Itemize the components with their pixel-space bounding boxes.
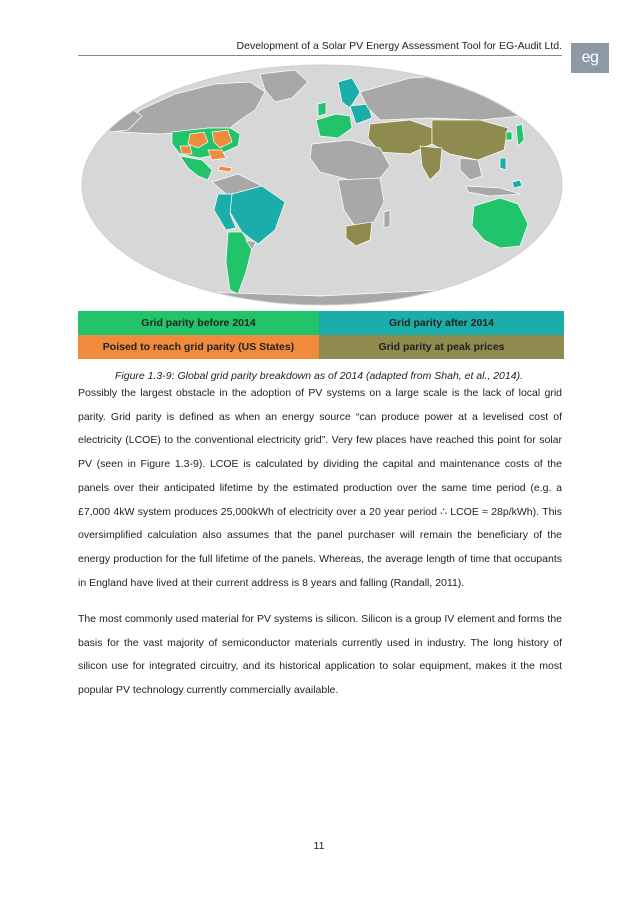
map-legend bbox=[78, 311, 564, 359]
eg-logo: eg bbox=[571, 43, 609, 73]
body-paragraph-1: Possibly the largest obstacle in the adoption of PV systems on a large scale is the lack of local grid parity. Grid parity is defined as when an energy source “can produce power at a levelised cost of electricity (LCOE) to the conventional electricity grid”. Very few places have reached this point for solar PV (seen in Figure 1.3-9). LCOE is calculated by dividing the capital and maintenance costs of the panels over their anticipated lifetime by the estimated production over the same time period (e.g. a £7,000 4kW system produces 25,000kWh of electricity over a 20 year period ∴ LCOE ≈ 28p/kWh). This oversimplified calculation also assumes that the panel purchaser will remain the beneficiary of the energy production for the full lifetime of the panels. Whereas, the average length of time that occupants in England have lived at their current address is 8 years and falling (Randall, 2011). bbox=[78, 387, 562, 589]
philippines bbox=[500, 158, 506, 170]
new-zealand bbox=[542, 242, 550, 262]
legend-grid-parity-peak-prices: Grid parity at peak prices bbox=[319, 335, 564, 359]
korea bbox=[506, 132, 512, 140]
body-paragraph-2: The most commonly used material for PV systems is silicon. Silicon is a group IV element and forms the basis for the vast majority of semiconductor materials currently used in industry. The long history of silicon use for integrated circuitry, and its historical application to solar equipment, makes it the most popular PV technology currently commercially available. bbox=[78, 613, 562, 697]
legend-poised-us-states: Poised to reach grid parity (US States) bbox=[78, 335, 319, 359]
figure-caption: Figure 1.3-9: Global grid parity breakdown as of 2014 (adapted from Shah, et al., 2014). bbox=[115, 370, 523, 382]
legend-grid-parity-after-2014: Grid parity after 2014 bbox=[319, 311, 564, 335]
legend-grid-parity-before-2014: Grid parity before 2014 bbox=[78, 311, 319, 335]
page-number: 11 bbox=[313, 840, 325, 852]
running-header: Development of a Solar PV Energy Assessment Tool for EG-Audit Ltd. bbox=[236, 40, 562, 52]
header-rule bbox=[78, 55, 562, 56]
world-map bbox=[80, 62, 564, 308]
world-map-figure bbox=[80, 62, 564, 308]
madagascar bbox=[384, 210, 390, 228]
uk bbox=[318, 102, 326, 116]
